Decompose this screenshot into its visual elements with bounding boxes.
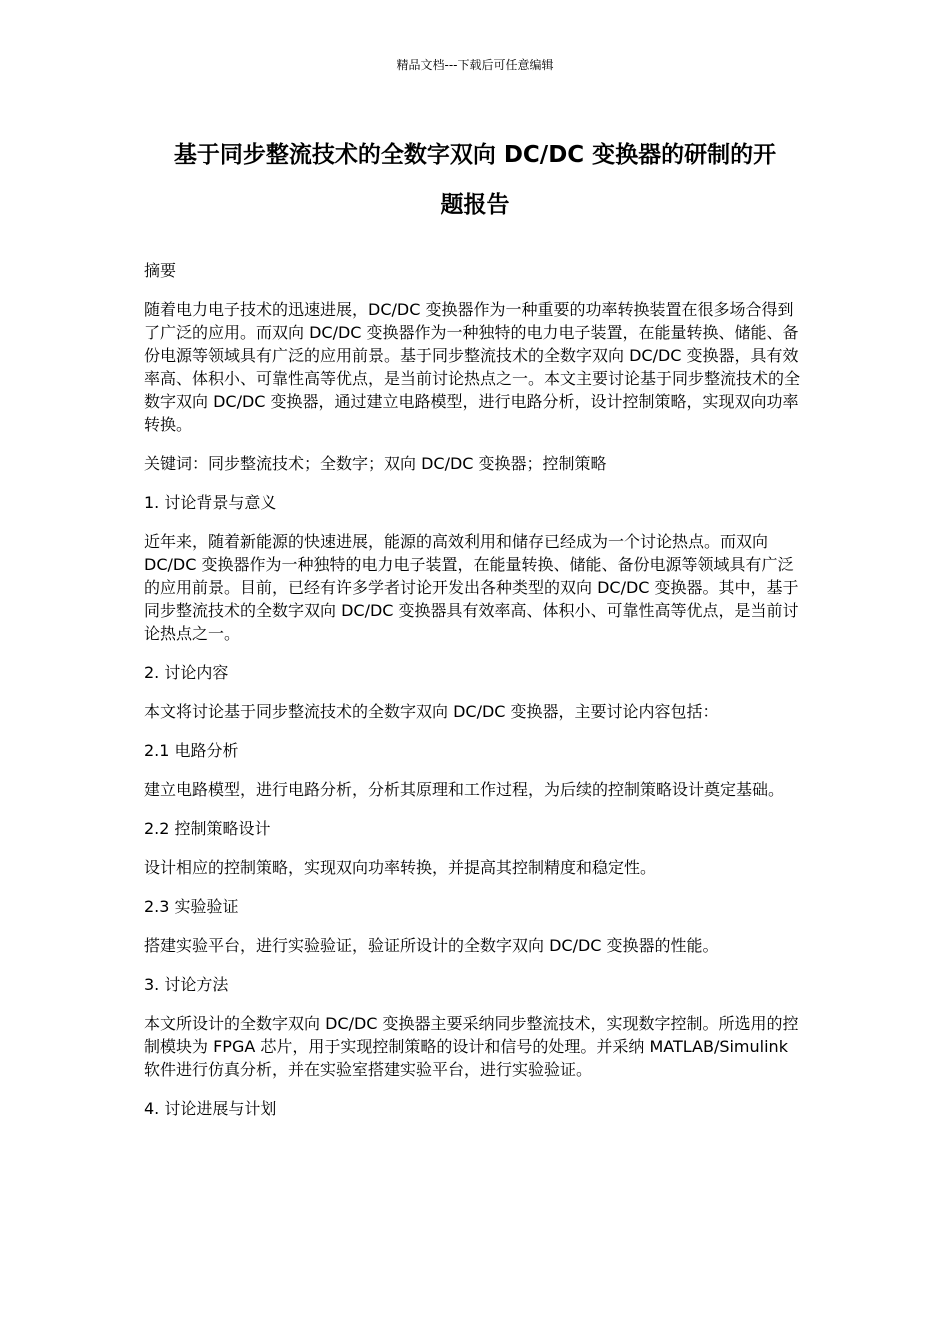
keywords-line: 关键词：同步整流技术；全数字；双向 DC/DC 变换器；控制策略 xyxy=(144,454,607,473)
title-line-1: 基于同步整流技术的全数字双向 DC/DC 变换器的研制的开 xyxy=(173,142,777,168)
section-2-2-heading: 2.2 控制策略设计 xyxy=(144,819,271,838)
section-2-1-paragraph: 建立电路模型，进行电路分析，分析其原理和工作过程，为后续的控制策略设计奠定基础。 xyxy=(144,780,785,799)
section-1-heading: 1. 讨论背景与意义 xyxy=(144,493,277,512)
abstract-paragraph: 随着电力电子技术的迅速进展，DC/DC 变换器作为一种重要的功率转换装置在很多场合得到了广泛的应用。而双向 DC/DC 变换器作为一种独特的电力电子装置，在能量转换、储能、备份电源等领域具有广泛的应用前景。基于同步整流技术的全数字双向 DC/DC 变换器，具有效率高、体积小、可靠性高等优点，是当前讨论热点之一。本文主要讨论基于同步整流技术的全数字双向 DC/DC 变换器，通过建立电路模型，进行电路分析，设计控制策略，实现双向功率转换。 xyxy=(144,300,801,434)
section-2-paragraph: 本文将讨论基于同步整流技术的全数字双向 DC/DC 变换器，主要讨论内容包括： xyxy=(144,702,719,721)
section-2-3-paragraph: 搭建实验平台，进行实验验证，验证所设计的全数字双向 DC/DC 变换器的性能。 xyxy=(144,936,719,955)
abstract-heading: 摘要 xyxy=(144,261,177,280)
title-line-2: 题报告 xyxy=(440,192,510,218)
section-2-1-heading: 2.1 电路分析 xyxy=(144,741,239,760)
section-2-heading: 2. 讨论内容 xyxy=(144,663,229,682)
section-4-heading: 4. 讨论进展与计划 xyxy=(144,1099,277,1118)
section-3-heading: 3. 讨论方法 xyxy=(144,975,229,994)
section-1-paragraph: 近年来，随着新能源的快速进展，能源的高效利用和储存已经成为一个讨论热点。而双向 DC/DC 变换器作为一种独特的电力电子装置，在能量转换、储能、备份电源等领域具有广泛的应用前景。目前，已经有许多学者讨论开发出各种类型的双向 DC/DC 变换器。其中，基于同步整流技术的全数字双向 DC/DC 变换器具有效率高、体积小、可靠性高等优点，是当前讨论热点之一。 xyxy=(144,532,799,643)
page-header: 精品文档---下载后可任意编辑 xyxy=(396,58,554,72)
document-body xyxy=(144,259,809,1136)
document-title xyxy=(120,130,830,230)
section-3-paragraph: 本文所设计的全数字双向 DC/DC 变换器主要采纳同步整流技术，实现数字控制。所选用的控制模块为 FPGA 芯片，用于实现控制策略的设计和信号的处理。并采纳 MATLAB/Simulink 软件进行仿真分析，并在实验室搭建实验平台，进行实验验证。 xyxy=(144,1014,799,1079)
section-2-3-heading: 2.3 实验验证 xyxy=(144,897,239,916)
section-2-2-paragraph: 设计相应的控制策略，实现双向功率转换，并提高其控制精度和稳定性。 xyxy=(144,858,657,877)
